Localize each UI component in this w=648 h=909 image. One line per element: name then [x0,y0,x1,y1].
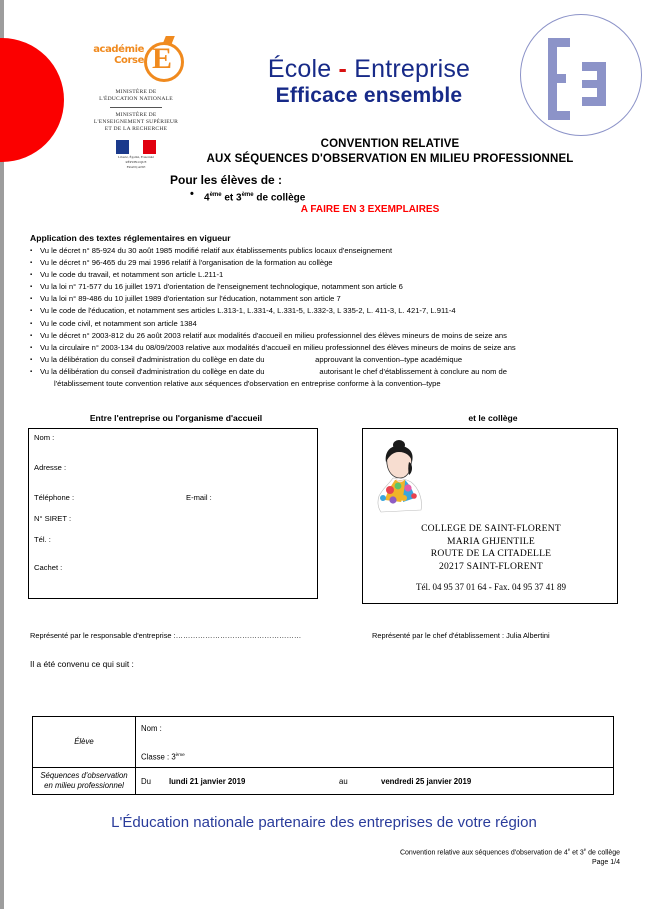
audience-conjunction: et 3 [221,192,242,204]
company-details-box[interactable] [28,428,318,599]
audience-sup-1: ème [209,192,222,198]
date-to-label: au [339,776,348,786]
academy-e-emblem [144,38,184,80]
legal-item: ▪ Vu le code de l'éducation, et notamment ses articles L.313-1, L.331-4, L.331-5, L.332-3, L 335-2, L. 411-3, L. 421-7, L.911-4 [30,305,622,317]
sequence-label-line2: en milieu professionnel [44,781,124,790]
legal-item: ▪ Vu le code civil, et notamment son article 1384 [30,318,622,330]
footer-ref-sup1: e [567,847,571,852]
field-siret[interactable]: N° SIRET : [34,514,72,523]
start-date-value[interactable]: lundi 21 janvier 2019 [169,776,246,786]
college-address [363,523,619,573]
ministry-line-1: MINISTÈRE DE [115,89,157,95]
brand-dash: - [338,55,348,83]
e3-glyph-icon [546,36,616,122]
field-telephone-label: Téléphone : [34,493,75,502]
academy-e-letter: E [152,42,173,75]
student-class-label: Classe : 3 [141,752,176,762]
footer-slogan: L'Éducation nationale partenaire des entreprises de votre région [111,814,537,831]
legal-item: ▪ Vu la loi n° 71-577 du 16 juillet 1971 d'orientation de l'enseignement technologique, notamment son article 6 [30,281,622,293]
student-fields-cell[interactable] [136,717,614,768]
college-street: ROUTE DE LA CITADELLE [430,548,552,559]
legal-item: ▪ Vu le décret n° 2003-812 du 26 août 2003 relatif aux modalités d'accueil en milieu professionnel des élèves mineurs de moins de seize ans [30,330,622,342]
college-name: COLLEGE DE SAINT-FLORENT [421,523,561,534]
french-flag-icon [116,140,156,154]
field-telephone[interactable] [34,493,317,503]
brand-title-line1 [204,55,534,83]
audience-heading: Pour les élèves de : [170,173,283,187]
college-details-box [362,428,618,604]
college-representative: Représenté par le chef d'établissement : Julia Albertini [372,631,550,640]
legal-item: ▪ Vu la délibération du conseil d'administration du collège en date du autorisant le chef d'établissement à conclure au nom de [30,366,622,378]
legal-item: ▪ Vu la délibération du conseil d'administration du collège en date du approuvant la convention–type académique [30,354,622,366]
student-name-field[interactable]: Nom : [141,723,162,733]
footer-ref-prefix: Convention relative aux séquences d'observation de 4 [399,849,568,857]
company-box-title: Entre l'entreprise ou l'organisme d'accueil [89,413,263,423]
legal-references [30,232,622,390]
college-city: 20217 SAINT-FLORENT [439,560,543,572]
date-from-label: Du [141,776,151,786]
legal-continuation: l'établissement toute convention relative aux séquences d'observation en entreprise conforme à la convention–type [54,379,441,389]
ministry-line-2: L'ÉDUCATION NATIONALE [99,96,173,102]
page-number: Page 1/4 [591,858,620,866]
audience-block [170,172,570,205]
marianne-caption-2: RÉPUBLIQUE FRANÇAISE [125,160,147,169]
student-info-table [32,716,614,795]
end-date-value[interactable]: vendredi 25 janvier 2019 [381,776,472,786]
student-class-sup: ème [175,751,185,757]
ministry-text [78,89,194,133]
college-box-title: et le collège [468,413,518,423]
field-tel[interactable]: Tél. : [34,535,51,544]
red-half-circle-decoration [0,38,64,162]
legal-item: ▪ Vu le décret n° 85-924 du 30 août 1985 modifié relatif aux établissements publics locaux d'enseignement [30,245,622,257]
sequence-row-label [33,768,136,795]
audience-suffix: de collège [253,192,306,204]
field-cachet[interactable]: Cachet : [34,563,63,572]
legal-item: ▪ Vu la circulaire n° 2003-134 du 08/09/2003 relative aux modalités d'accueil en milieu professionnel des élèves mineurs de moins de seize ans [30,342,622,354]
college-phone: Tél. 04 95 37 01 64 - Fax. 04 95 37 41 89 [416,582,566,592]
college-sub-name: MARIA GHJENTILE [446,535,535,547]
academy-mark [78,38,194,82]
student-class-field[interactable] [141,733,608,762]
footer-ref-suffix: de collège [586,849,620,857]
student-row-label: Élève [33,717,136,768]
academy-word-line1: académie [93,44,144,55]
marianne-caption-1: Liberté, Égalité, Fraternité [118,155,154,159]
ministry-line-5: ET DE LA RECHERCHE [104,126,168,132]
convention-title [170,137,610,167]
footer-ref-mid: et 3 [570,849,584,857]
field-nom[interactable]: Nom : [34,433,55,442]
legal-heading: Application des textes réglementaires en vigueur [30,233,231,243]
college-woman-illustration-icon [371,438,433,518]
brand-title-line2: Efficace ensemble [275,84,463,107]
academy-word-line2: Corse [114,55,144,66]
academy-wordmark [86,44,144,66]
marianne-logo [116,140,156,169]
legal-item: ▪ Vu la loi n° 89-486 du 10 juillet 1989 d'orientation sur l'éducation, notamment son article 7 [30,293,622,305]
footer-doc-reference [400,845,620,858]
brand-ecole: École [267,55,332,83]
field-email-label[interactable]: E-mail : [186,493,212,502]
convention-title-line2: AUX SÉQUENCES D'OBSERVATION EN MILIEU PROFESSIONNEL [206,153,574,165]
copies-notice: A FAIRE EN 3 EXEMPLAIRES [300,204,440,215]
footer-ref-sup2: e [583,847,587,852]
ministry-divider [110,107,162,108]
convention-title-line1: CONVENTION RELATIVE [320,138,460,150]
sequence-label-line1: Séquences d'observation [40,771,128,780]
table-row [33,768,614,795]
ministry-line-4: L'ENSEIGNEMENT SUPÉRIEUR [93,119,179,125]
company-representative[interactable]: Représenté par le responsable d'entreprise :…………………………………………… [30,631,302,640]
legal-item: ▪ Vu le code du travail, et notamment son article L.211-1 [30,269,622,281]
audience-sup-2: ème [241,192,254,198]
brand-entreprise: Entreprise [354,55,471,83]
brand-title [204,55,534,108]
audience-grade-4: 4 [204,192,210,204]
agreement-intro: Il a été convenu ce qui suit : [30,659,134,669]
legal-item: ▪ Vu le décret n° 96-465 du 29 mai 1996 relatif à l'organisation de la formation au collège [30,257,622,269]
ministry-line-3: MINISTÈRE DE [115,112,157,118]
dates-row [141,777,608,786]
table-row [33,717,614,768]
e3-logo [520,14,644,138]
sequence-dates-cell[interactable] [136,768,614,795]
field-adresse[interactable]: Adresse : [34,463,67,472]
footer-metadata [400,845,620,867]
